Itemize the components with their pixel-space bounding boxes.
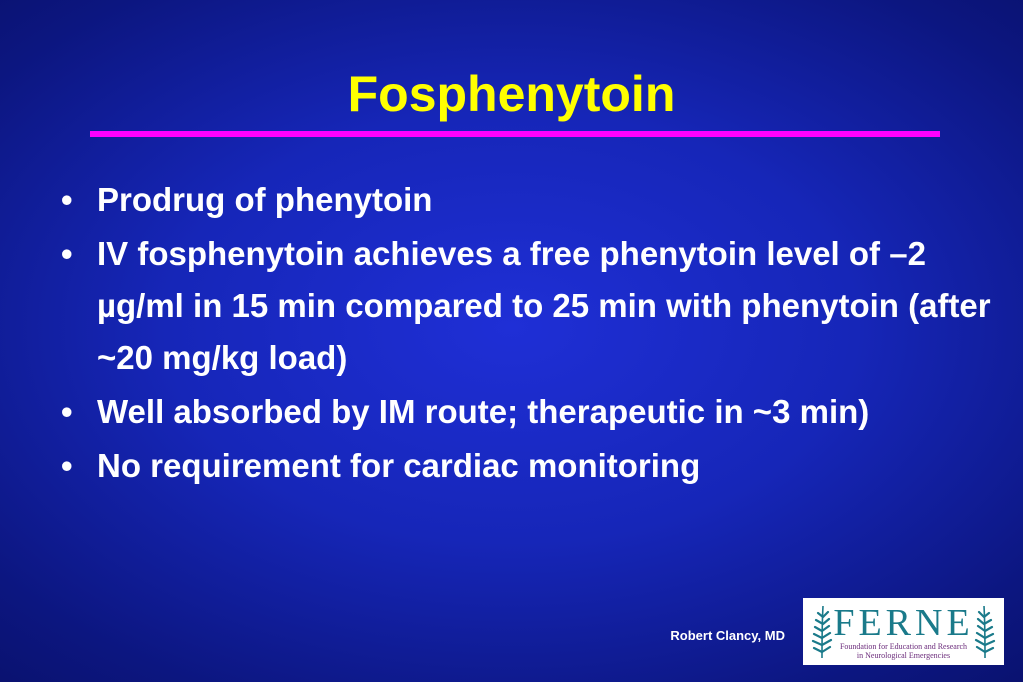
- bullet-item: [60, 386, 1015, 438]
- bullet-marker: •: [61, 181, 73, 218]
- bullet-text: No requirement for cardiac monitoring: [97, 447, 701, 484]
- bullet-item: [60, 174, 1015, 226]
- logo-subtitle: [833, 642, 974, 660]
- bullet-item: [60, 440, 1015, 492]
- logo-subtitle-line: in Neurological Emergencies: [856, 651, 951, 660]
- logo-subtitle-line: Foundation for Education and Research: [839, 642, 968, 651]
- bullet-text: IV fosphenytoin achieves a free phenytoin level of –2 µg/ml in 15 min compared to 25 min with phenytoin (after ~20 mg/kg load): [97, 235, 991, 376]
- title-underline-rule: [90, 131, 940, 137]
- bullet-list: [60, 174, 1015, 494]
- bullet-item: [60, 228, 1015, 384]
- bullet-marker: •: [61, 447, 73, 484]
- bullet-text: Well absorbed by IM route; therapeutic in ~3 min): [97, 393, 870, 430]
- logo-wordmark: FERNE: [833, 602, 974, 644]
- bullet-text: Prodrug of phenytoin: [97, 181, 433, 218]
- bullet-marker: •: [61, 393, 73, 430]
- footer-author: Robert Clancy, MD: [670, 628, 785, 643]
- ferne-logo: [803, 598, 1004, 665]
- bullet-marker: •: [61, 235, 73, 272]
- slide-title: Fosphenytoin: [347, 66, 676, 122]
